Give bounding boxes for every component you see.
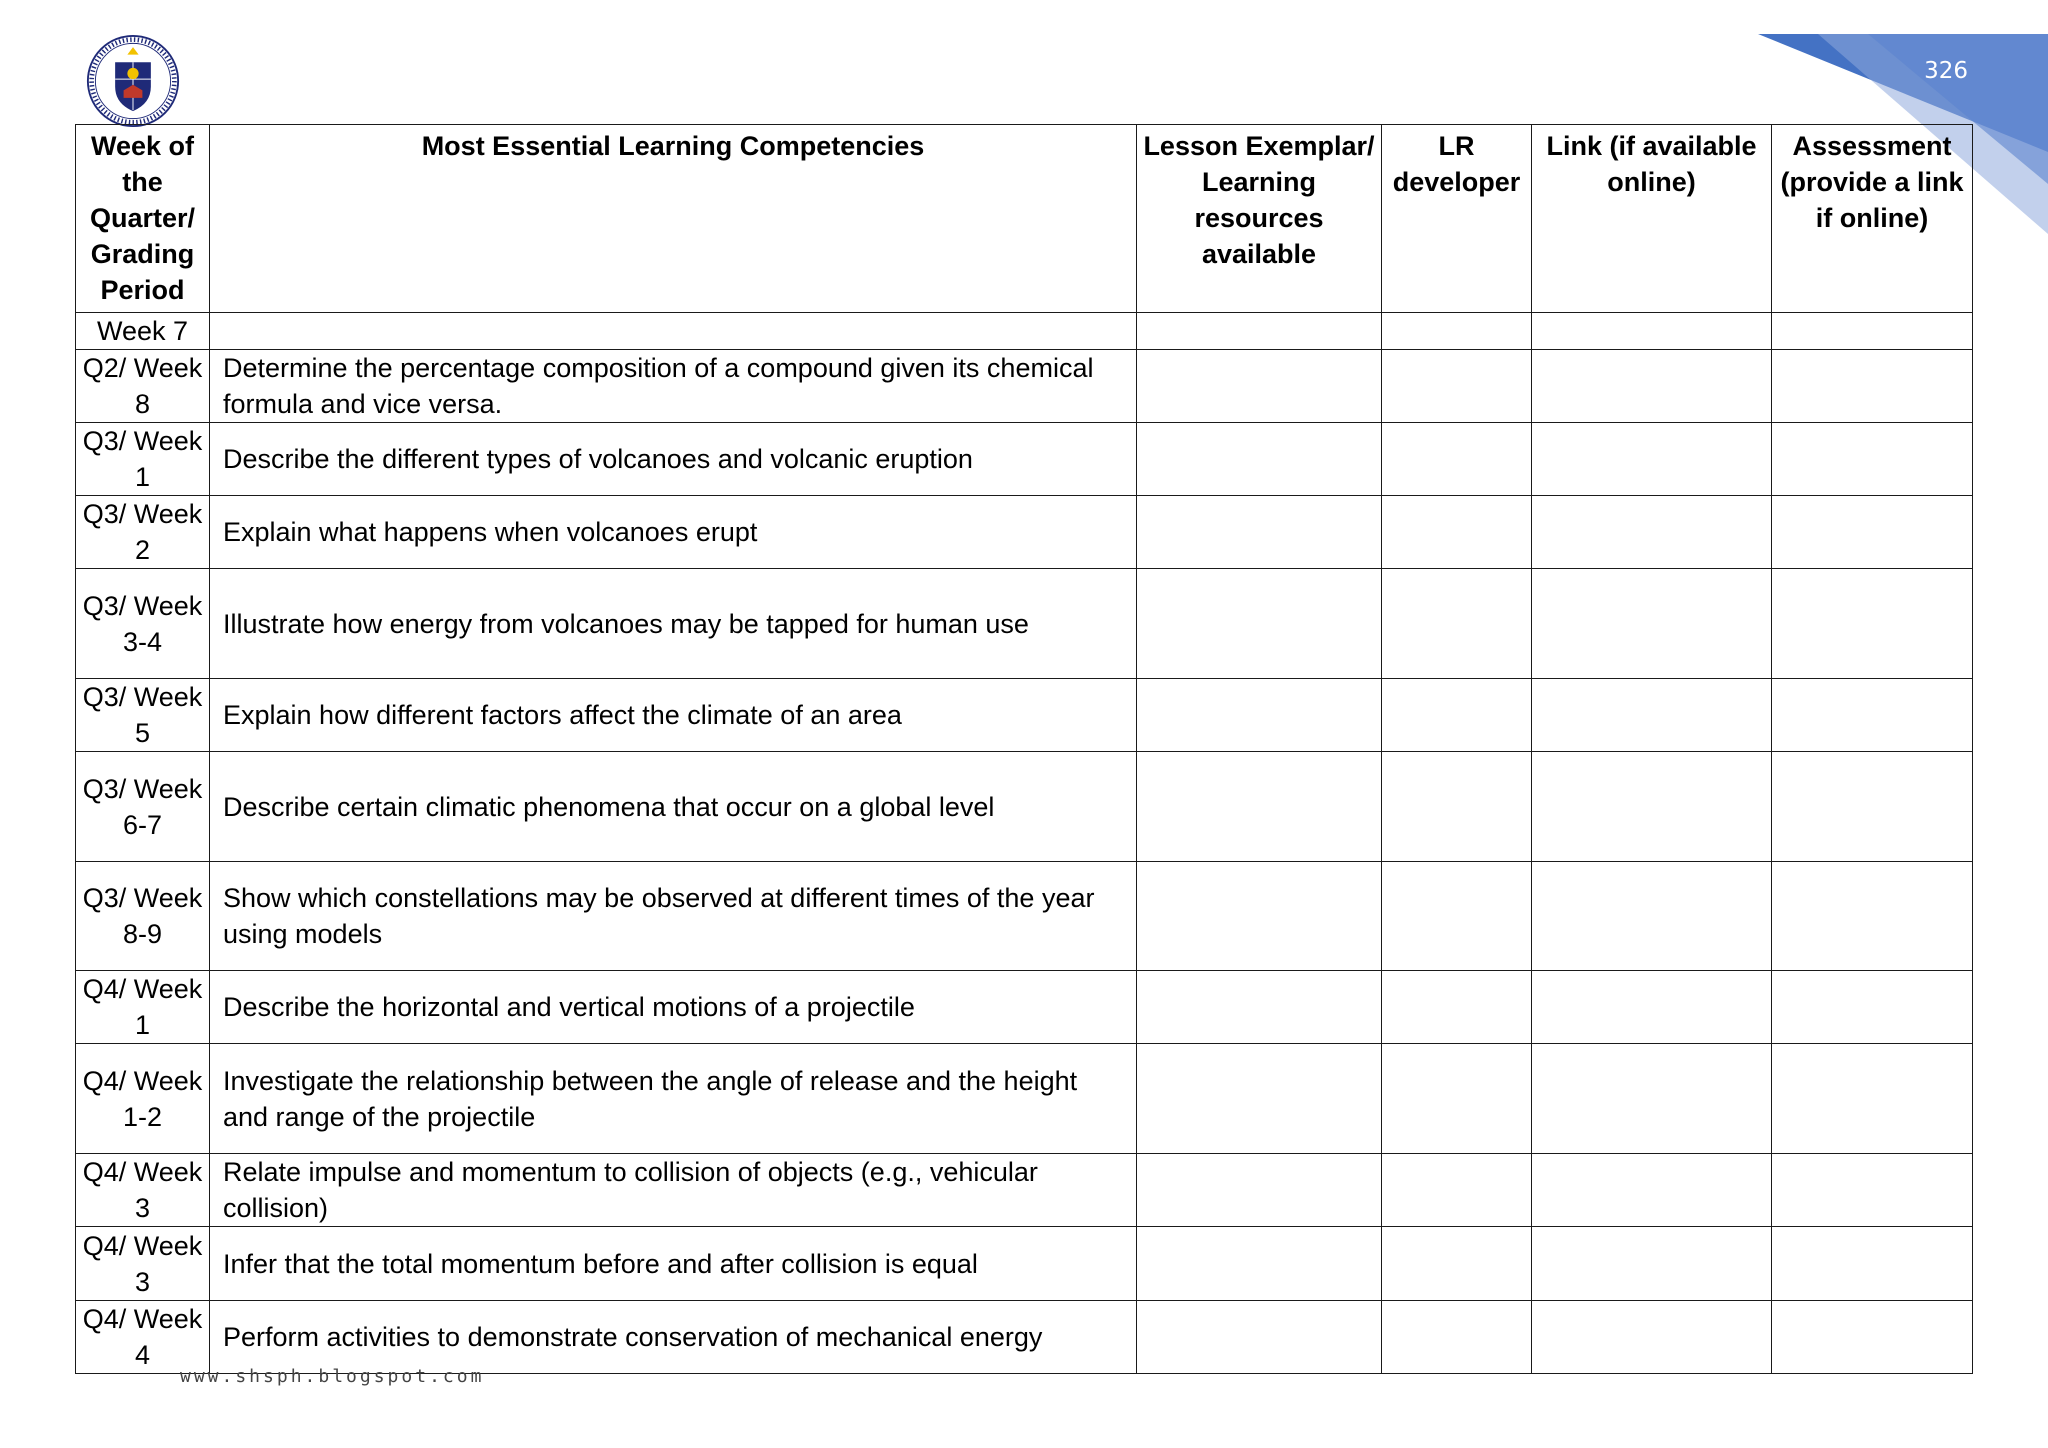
competency-cell: Determine the percentage composition of a compound given its chemical formula and vice versa.: [210, 350, 1137, 423]
competency-cell: Show which constellations may be observed at different times of the year using models: [210, 862, 1137, 971]
competency-cell: Describe certain climatic phenomena that occur on a global level: [210, 752, 1137, 862]
deped-seal-logo: [86, 34, 180, 128]
week-cell: Q4/ Week 3: [76, 1154, 210, 1227]
week-cell: Q4/ Week 4: [76, 1301, 210, 1374]
melc-table: [75, 124, 1973, 1374]
developer-cell: [1382, 971, 1532, 1044]
developer-cell: [1382, 1301, 1532, 1374]
table-row: [76, 423, 1973, 496]
developer-cell: [1382, 496, 1532, 569]
link-cell: [1532, 1301, 1772, 1374]
assessment-cell: [1772, 1227, 1973, 1301]
resource-cell: [1137, 1154, 1382, 1227]
competency-cell: Relate impulse and momentum to collision of objects (e.g., vehicular collision): [210, 1154, 1137, 1227]
table-row: [76, 1154, 1973, 1227]
competency-cell: [210, 313, 1137, 350]
link-cell: [1532, 1154, 1772, 1227]
developer-cell: [1382, 862, 1532, 971]
link-cell: [1532, 569, 1772, 679]
table-row: [76, 313, 1973, 350]
footer-url: www.shsph.blogspot.com: [180, 1366, 485, 1387]
resource-cell: [1137, 971, 1382, 1044]
resource-cell: [1137, 313, 1382, 350]
resource-cell: [1137, 423, 1382, 496]
week-cell: Q3/ Week 3-4: [76, 569, 210, 679]
week-cell: Week 7: [76, 313, 210, 350]
week-cell: Q4/ Week 3: [76, 1227, 210, 1301]
assessment-cell: [1772, 313, 1973, 350]
assessment-cell: [1772, 679, 1973, 752]
assessment-cell: [1772, 350, 1973, 423]
week-cell: Q3/ Week 8-9: [76, 862, 210, 971]
resource-cell: [1137, 496, 1382, 569]
table-row: [76, 569, 1973, 679]
link-cell: [1532, 971, 1772, 1044]
week-cell: Q3/ Week 6-7: [76, 752, 210, 862]
table-row: [76, 1301, 1973, 1374]
table-row: [76, 752, 1973, 862]
table-header-row: [76, 125, 1973, 313]
competency-cell: Explain how different factors affect the climate of an area: [210, 679, 1137, 752]
assessment-cell: [1772, 496, 1973, 569]
resource-cell: [1137, 569, 1382, 679]
competency-cell: Describe the horizontal and vertical motions of a projectile: [210, 971, 1137, 1044]
resource-cell: [1137, 1044, 1382, 1154]
link-cell: [1532, 423, 1772, 496]
resource-cell: [1137, 350, 1382, 423]
week-cell: Q3/ Week 2: [76, 496, 210, 569]
header-competencies: Most Essential Learning Competencies: [210, 125, 1137, 313]
week-cell: Q3/ Week 1: [76, 423, 210, 496]
table-row: [76, 496, 1973, 569]
developer-cell: [1382, 1227, 1532, 1301]
week-cell: Q2/ Week 8: [76, 350, 210, 423]
assessment-cell: [1772, 1044, 1973, 1154]
assessment-cell: [1772, 1301, 1973, 1374]
link-cell: [1532, 862, 1772, 971]
developer-cell: [1382, 1154, 1532, 1227]
link-cell: [1532, 350, 1772, 423]
assessment-cell: [1772, 1154, 1973, 1227]
developer-cell: [1382, 350, 1532, 423]
developer-cell: [1382, 569, 1532, 679]
competency-cell: Describe the different types of volcanoes and volcanic eruption: [210, 423, 1137, 496]
week-cell: Q4/ Week 1-2: [76, 1044, 210, 1154]
resource-cell: [1137, 679, 1382, 752]
link-cell: [1532, 313, 1772, 350]
competency-cell: Illustrate how energy from volcanoes may be tapped for human use: [210, 569, 1137, 679]
header-link: Link (if available online): [1532, 125, 1772, 313]
table-row: [76, 971, 1973, 1044]
table-row: [76, 1227, 1973, 1301]
developer-cell: [1382, 423, 1532, 496]
header-lr-developer: LR developer: [1382, 125, 1532, 313]
developer-cell: [1382, 752, 1532, 862]
resource-cell: [1137, 1227, 1382, 1301]
developer-cell: [1382, 1044, 1532, 1154]
competency-cell: Perform activities to demonstrate conservation of mechanical energy: [210, 1301, 1137, 1374]
competency-cell: Investigate the relationship between the angle of release and the height and range of the projectile: [210, 1044, 1137, 1154]
page-number: 326: [1924, 58, 1968, 84]
developer-cell: [1382, 679, 1532, 752]
table-row: [76, 1044, 1973, 1154]
table-row: [76, 862, 1973, 971]
resource-cell: [1137, 752, 1382, 862]
assessment-cell: [1772, 971, 1973, 1044]
header-assessment: Assessment (provide a link if online): [1772, 125, 1973, 313]
assessment-cell: [1772, 569, 1973, 679]
week-cell: Q3/ Week 5: [76, 679, 210, 752]
link-cell: [1532, 679, 1772, 752]
link-cell: [1532, 1044, 1772, 1154]
link-cell: [1532, 496, 1772, 569]
assessment-cell: [1772, 862, 1973, 971]
assessment-cell: [1772, 423, 1973, 496]
table-row: [76, 679, 1973, 752]
header-week: Week of the Quarter/ Grading Period: [76, 125, 210, 313]
competency-cell: Explain what happens when volcanoes erupt: [210, 496, 1137, 569]
assessment-cell: [1772, 752, 1973, 862]
week-cell: Q4/ Week 1: [76, 971, 210, 1044]
table-row: [76, 350, 1973, 423]
resource-cell: [1137, 1301, 1382, 1374]
developer-cell: [1382, 313, 1532, 350]
resource-cell: [1137, 862, 1382, 971]
header-lesson-exemplar: Lesson Exemplar/ Learning resources available: [1137, 125, 1382, 313]
competency-cell: Infer that the total momentum before and after collision is equal: [210, 1227, 1137, 1301]
link-cell: [1532, 752, 1772, 862]
link-cell: [1532, 1227, 1772, 1301]
